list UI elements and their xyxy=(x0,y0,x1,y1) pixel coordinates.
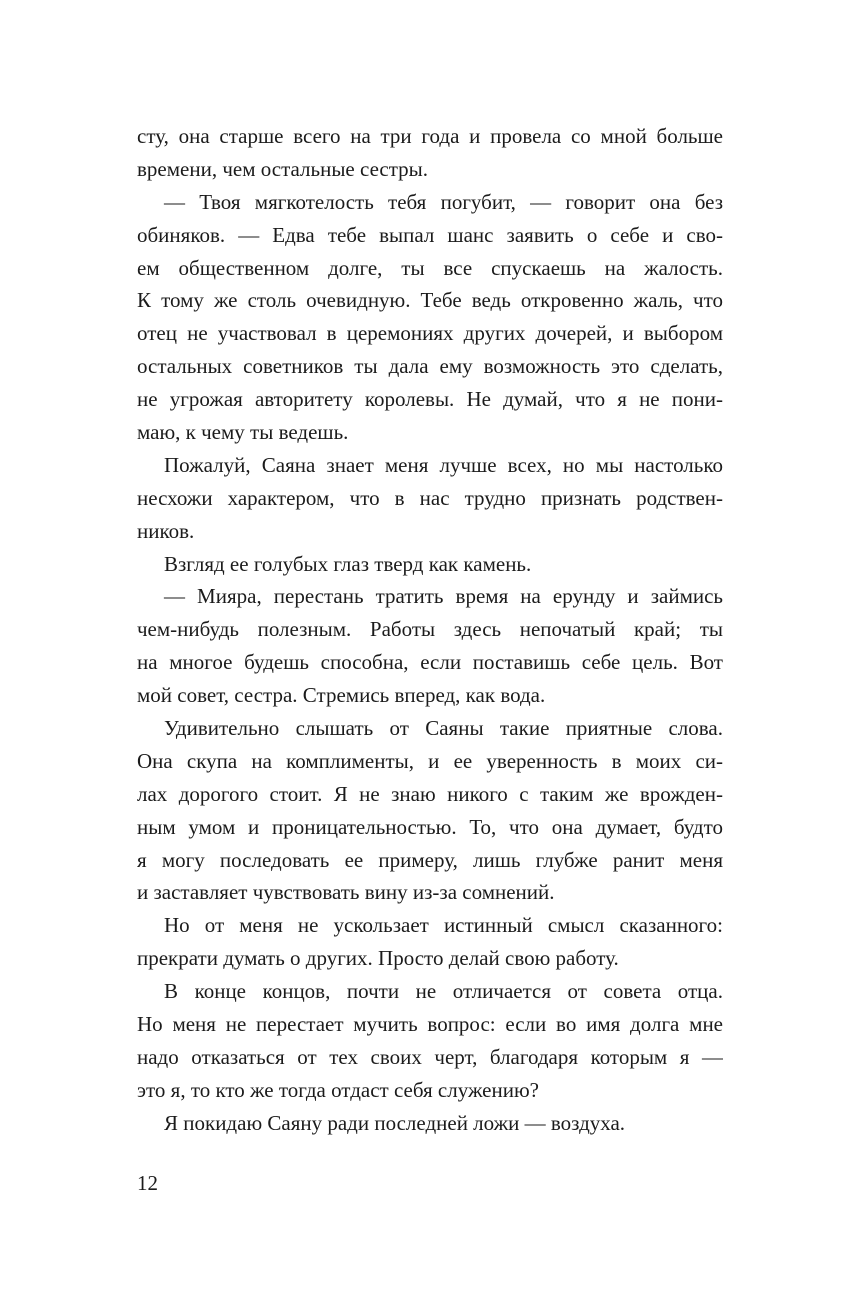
text-line: ем общественном долге, ты все спускаешь на жалость. xyxy=(137,255,723,280)
paragraph xyxy=(137,1107,723,1140)
text-line: не угрожая авторитету королевы. Не думай, что я не пони- xyxy=(137,387,723,412)
text-line: ным умом и проницательностью. То, что она думает, будто xyxy=(137,814,723,839)
text-line: лах дорогого стоит. Я не знаю никого с таким же врожден- xyxy=(137,781,723,806)
text-line: Она скупа на комплименты, и ее уверенность в моих си- xyxy=(137,748,723,773)
text-line: Но меня не перестает мучить вопрос: если во имя долга мне xyxy=(137,1012,723,1037)
text-line: ников. xyxy=(137,518,195,543)
text-line: чем-нибудь полезным. Работы здесь непочатый край; ты xyxy=(137,617,723,642)
text-line: остальных советников ты дала ему возможность это сделать, xyxy=(137,354,723,379)
text-line: обиняков. — Едва тебе выпал шанс заявить о себе и сво- xyxy=(137,222,723,247)
paragraph xyxy=(137,975,723,1107)
text-line: Но от меня не ускользает истинный смысл сказанного: xyxy=(164,913,723,938)
paragraph xyxy=(137,580,723,712)
paragraph xyxy=(137,120,723,186)
text-line: В конце концов, почти не отличается от совета отца. xyxy=(164,979,723,1004)
text-line: сту, она старше всего на три года и провела со мной больше xyxy=(137,124,723,148)
text-line: Пожалуй, Саяна знает меня лучше всех, но мы настолько xyxy=(164,452,723,477)
text-line: Удивительно слышать от Саяны такие приятные слова. xyxy=(164,716,723,741)
paragraph xyxy=(137,712,723,909)
paragraph xyxy=(137,186,723,449)
paragraph xyxy=(137,449,723,548)
text-line: и заставляет чувствовать вину из-за сомнений. xyxy=(137,880,555,905)
text-line: маю, к чему ты ведешь. xyxy=(137,420,349,445)
text-line: несхожи характером, что в нас трудно признать родствен- xyxy=(137,485,723,510)
text-line: — Мияра, перестань тратить время на ерунду и займись xyxy=(164,584,723,609)
text-line: прекрати думать о других. Просто делай свою работу. xyxy=(137,946,619,971)
text-line: на многое будешь способна, если поставишь себе цель. Вот xyxy=(137,650,723,675)
text-line: надо отказаться от тех своих черт, благодаря которым я — xyxy=(137,1044,723,1069)
text-line: времени, чем остальные сестры. xyxy=(137,156,429,181)
text-line: — Твоя мягкотелость тебя погубит, — говорит она без xyxy=(164,189,723,214)
text-line: отец не участвовал в церемониях других дочерей, и выбором xyxy=(137,321,723,346)
page-number: 12 xyxy=(137,1171,158,1195)
text-line: К тому же столь очевидную. Тебе ведь откровенно жаль, что xyxy=(137,288,723,313)
text-block xyxy=(137,120,723,1140)
text-line: это я, то кто же тогда отдаст себя служению? xyxy=(137,1077,539,1102)
text-line: Я покидаю Саяну ради последней ложи — воздуха. xyxy=(164,1110,626,1135)
text-line: Взгляд ее голубых глаз тверд как камень. xyxy=(164,551,532,576)
paragraph xyxy=(137,548,723,581)
text-line: я могу последовать ее примеру, лишь глубже ранит меня xyxy=(137,847,723,872)
paragraph xyxy=(137,909,723,975)
text-line: мой совет, сестра. Стремись вперед, как вода. xyxy=(137,683,546,708)
